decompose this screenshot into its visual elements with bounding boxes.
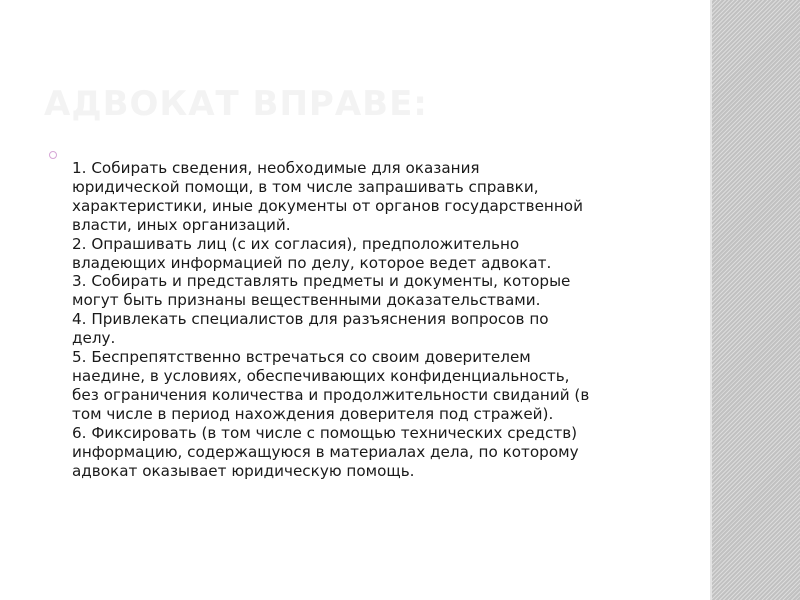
body-line: юридической помощи, в том числе запрашивать справки, xyxy=(72,177,539,196)
body-line: наедине, в условиях, обеспечивающих конфиденциальность, xyxy=(72,366,570,385)
body-line: 6. Фиксировать (в том числе с помощью технических средств) xyxy=(72,423,578,442)
body-line: власти, иных организаций. xyxy=(72,215,291,234)
body-line: без ограничения количества и продолжительности свиданий (в xyxy=(72,385,590,404)
body-line: информацию, содержащуюся в материалах дела, по которому xyxy=(72,442,579,461)
body-line: 2. Опрашивать лиц (с их согласия), предположительно xyxy=(72,234,520,253)
bullet-icon xyxy=(49,151,57,159)
body-line: адвокат оказывает юридическую помощь. xyxy=(72,461,415,480)
body-line: 3. Собирать и представлять предметы и документы, которые xyxy=(72,272,571,291)
body-line: 1. Собирать сведения, необходимые для оказания xyxy=(72,159,480,177)
body-line: 4. Привлекать специалистов для разъяснения вопросов по xyxy=(72,310,549,329)
body-line: том числе в период нахождения доверителя под стражей). xyxy=(72,404,554,423)
decorative-side-band xyxy=(712,0,800,600)
body-line: владеющих информацией по делу, которое ведет адвокат. xyxy=(72,253,552,272)
body-line: 5. Беспрепятственно встречаться со своим доверителем xyxy=(72,348,531,367)
body-line: делу. xyxy=(72,329,116,348)
slide-body xyxy=(72,159,672,480)
body-line: характеристики, иные документы от органов государственной xyxy=(72,196,583,215)
slide-title: АДВОКАТ ВПРАВЕ: xyxy=(44,84,428,124)
body-line: могут быть признаны вещественными доказательствами. xyxy=(72,291,541,310)
